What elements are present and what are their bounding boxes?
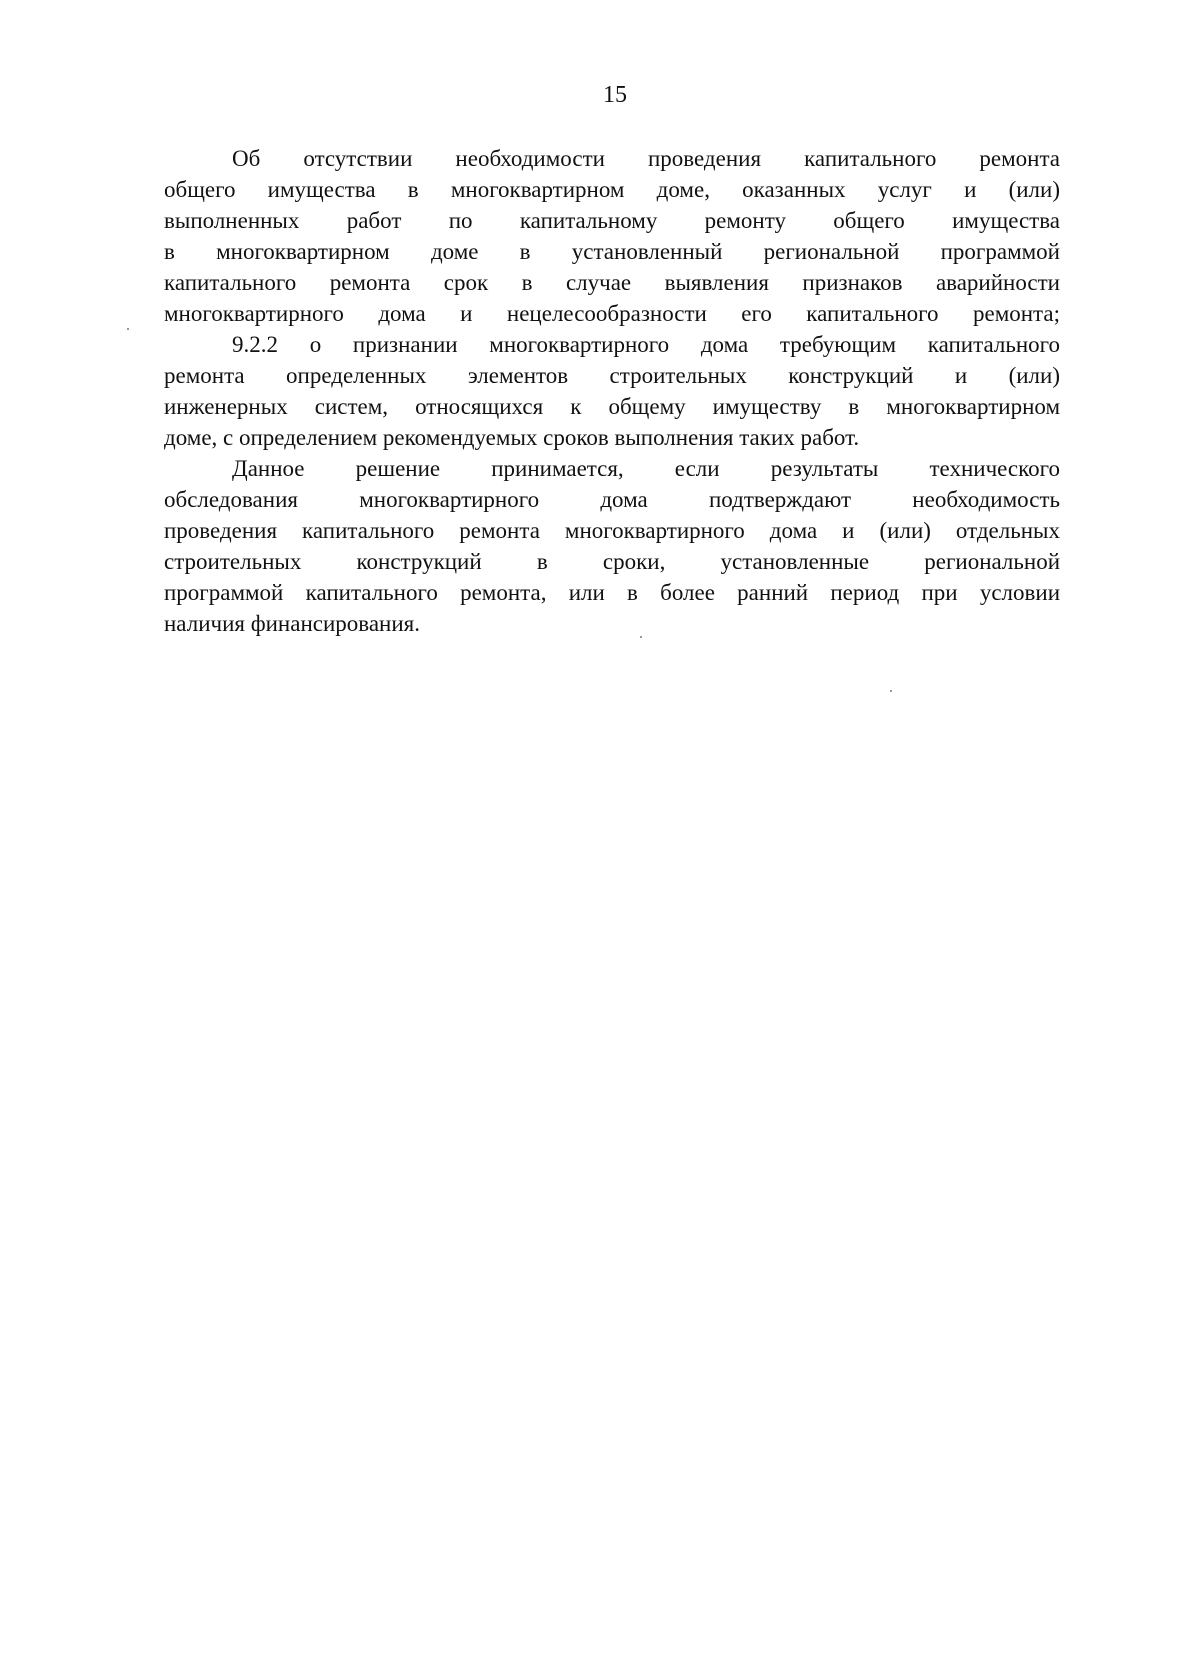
text-line: выполненных работ по капитальному ремонту общего имущества <box>164 208 1060 233</box>
scan-speck <box>640 636 642 638</box>
text-line: обследования многоквартирного дома подтверждают необходимость <box>164 487 1060 512</box>
text-line: в многоквартирном доме в установленный региональной программой <box>164 239 1060 264</box>
text-line: капитального ремонта срок в случае выявления признаков аварийности <box>164 270 1060 295</box>
scan-speck <box>890 690 892 692</box>
text-line: программой капитального ремонта, или в более ранний период при условии <box>164 580 1060 605</box>
scan-speck <box>127 328 129 330</box>
text-line: Данное решение принимается, если результаты технического <box>232 456 1060 481</box>
paragraph-2 <box>164 329 1060 453</box>
text-line: многоквартирного дома и нецелесообразности его капитального ремонта; <box>164 301 1060 326</box>
document-body <box>164 143 1060 639</box>
paragraph-1 <box>164 143 1060 329</box>
paragraph-3 <box>164 453 1060 639</box>
text-line: Об отсутствии необходимости проведения капитального ремонта <box>232 146 1060 171</box>
text-line: общего имущества в многоквартирном доме, оказанных услуг и (или) <box>164 177 1060 202</box>
text-line: доме, с определением рекомендуемых сроков выполнения таких работ. <box>164 425 860 450</box>
text-line: инженерных систем, относящихся к общему имуществу в многоквартирном <box>164 394 1060 419</box>
text-line: ремонта определенных элементов строительных конструкций и (или) <box>164 363 1060 388</box>
text-line: наличия финансирования. <box>164 611 420 636</box>
text-line: строительных конструкций в сроки, установленные региональной <box>164 549 1060 574</box>
page-number: 15 <box>603 82 627 108</box>
text-line: 9.2.2 о признании многоквартирного дома требующим капитального <box>232 332 1060 357</box>
text-line: проведения капитального ремонта многоквартирного дома и (или) отдельных <box>164 518 1060 543</box>
